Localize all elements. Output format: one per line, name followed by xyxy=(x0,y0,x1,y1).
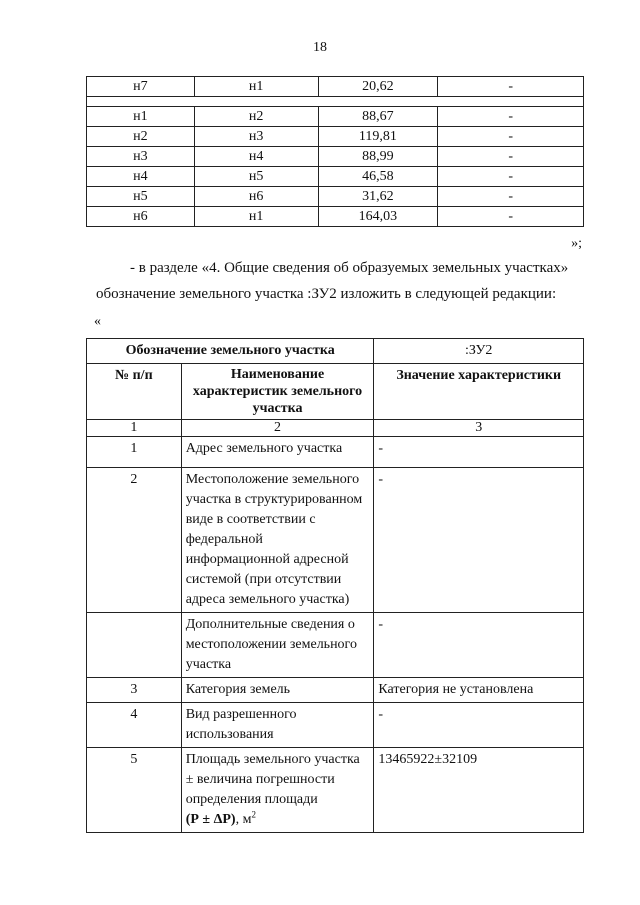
col-index-3: 3 xyxy=(374,420,584,437)
column-index-row xyxy=(87,420,584,437)
point-from: н5 xyxy=(87,187,195,207)
segment-note: - xyxy=(438,167,584,187)
row-name-area xyxy=(181,748,374,833)
point-from: н4 xyxy=(87,167,195,187)
table-row xyxy=(87,107,584,127)
point-to: н4 xyxy=(194,147,318,167)
col-number-header: № п/п xyxy=(87,364,182,420)
point-from: н2 xyxy=(87,127,195,147)
row-name: Дополнительные сведения о местоположении земельного участка xyxy=(181,613,374,678)
opening-quote: « xyxy=(94,314,101,329)
point-from: н7 xyxy=(87,77,195,97)
point-to: н5 xyxy=(194,167,318,187)
segment-note: - xyxy=(438,187,584,207)
segment-note: - xyxy=(438,107,584,127)
row-name: Категория земель xyxy=(181,678,374,703)
segment-note: - xyxy=(438,147,584,167)
amendment-paragraph-line1: - в разделе «4. Общие сведения об образуемых земельных участках» xyxy=(130,260,569,276)
segment-length: 46,58 xyxy=(318,167,438,187)
col-index-1: 1 xyxy=(87,420,182,437)
area-unit: , м xyxy=(235,812,252,827)
table-row xyxy=(87,703,584,748)
row-number: 4 xyxy=(87,703,182,748)
table-spacer-row xyxy=(87,97,584,107)
table-row xyxy=(87,167,584,187)
segment-note: - xyxy=(438,127,584,147)
table-row xyxy=(87,437,584,468)
table-row xyxy=(87,207,584,227)
closing-quote: »; xyxy=(571,236,582,251)
table-row xyxy=(87,77,584,97)
row-value: 13465922±32109 xyxy=(374,748,584,833)
table-row xyxy=(87,147,584,167)
segment-length: 119,81 xyxy=(318,127,438,147)
plot-designation-value: :ЗУ2 xyxy=(374,339,584,364)
point-from: н6 xyxy=(87,207,195,227)
point-from: н1 xyxy=(87,107,195,127)
point-to: н6 xyxy=(194,187,318,207)
table-row xyxy=(87,468,584,613)
table-row xyxy=(87,748,584,833)
point-from: н3 xyxy=(87,147,195,167)
segment-note: - xyxy=(438,207,584,227)
segment-note: - xyxy=(438,77,584,97)
row-value: - xyxy=(374,468,584,613)
row-number: 1 xyxy=(87,437,182,468)
col-index-2: 2 xyxy=(181,420,374,437)
segment-length: 164,03 xyxy=(318,207,438,227)
row-name: Вид разрешенного использования xyxy=(181,703,374,748)
table-row xyxy=(87,613,584,678)
area-label: Площадь земельного участка ± величина погрешности определения площади xyxy=(185,752,360,807)
area-formula: (Р ± ΔР) xyxy=(185,812,236,827)
row-name: Местоположение земельного участка в структурированном виде в соответствии с федеральной информационной адресной системой (при отсутствии адреса земельного участка) xyxy=(181,468,374,613)
point-to: н1 xyxy=(194,207,318,227)
designation-header: Обозначение земельного участка xyxy=(87,339,374,364)
row-value: - xyxy=(374,613,584,678)
segment-length: 88,99 xyxy=(318,147,438,167)
point-to: н3 xyxy=(194,127,318,147)
segment-length: 20,62 xyxy=(318,77,438,97)
row-number xyxy=(87,613,182,678)
segment-length: 88,67 xyxy=(318,107,438,127)
row-number: 5 xyxy=(87,748,182,833)
table-row xyxy=(87,678,584,703)
col-value-header: Значение характеристики xyxy=(374,364,584,420)
area-unit-exponent: 2 xyxy=(251,809,256,820)
row-value: - xyxy=(374,703,584,748)
col-name-header: Наименование характеристик земельного участка xyxy=(181,364,374,420)
row-value: - xyxy=(374,437,584,468)
segment-length: 31,62 xyxy=(318,187,438,207)
table-row xyxy=(87,127,584,147)
table-header-row xyxy=(87,339,584,364)
row-value: Категория не установлена xyxy=(374,678,584,703)
row-number: 3 xyxy=(87,678,182,703)
row-name: Адрес земельного участка xyxy=(181,437,374,468)
point-to: н2 xyxy=(194,107,318,127)
boundary-table xyxy=(86,76,584,227)
point-to: н1 xyxy=(194,77,318,97)
land-plot-table xyxy=(86,338,584,833)
amendment-paragraph-line2: обозначение земельного участка :ЗУ2 изложить в следующей редакции: xyxy=(96,286,557,302)
table-row xyxy=(87,187,584,207)
page-number: 18 xyxy=(313,40,327,55)
column-header-row xyxy=(87,364,584,420)
row-number: 2 xyxy=(87,468,182,613)
